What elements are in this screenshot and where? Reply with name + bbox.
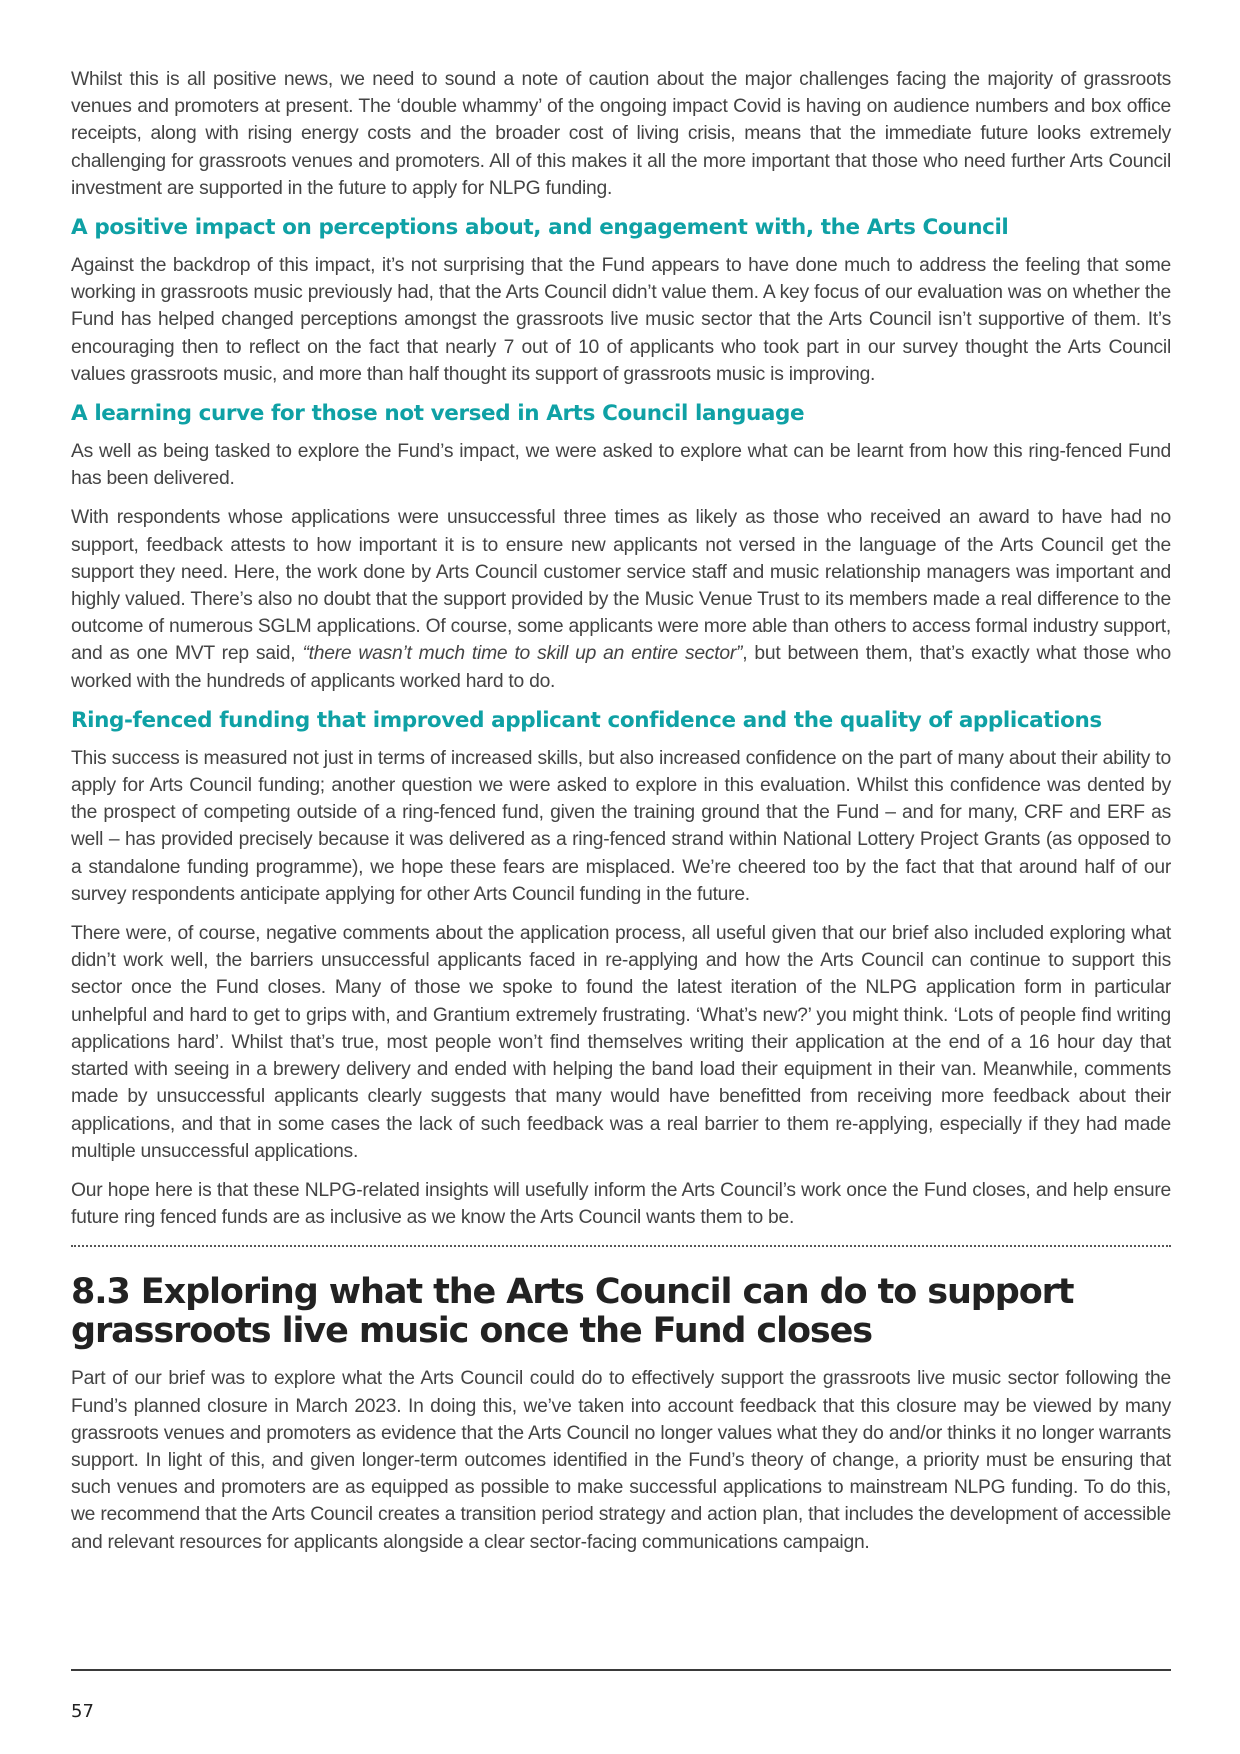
dotted-divider (71, 1245, 1171, 1247)
document-page (71, 66, 1171, 1568)
paragraph-learning-curve-1: As well as being tasked to explore the Fund’s impact, we were asked to explore what can be learnt from how this ring-fenced Fund has been delivered. (71, 441, 1171, 490)
paragraph-text: With respondents whose applications were unsuccessful three times as likely as those who received an award to have had no support, feedback attests to how important it is to ensure new applicants not versed in the language of the Arts Council get the support they need. Here, the work done by Arts Council customer service staff and music relationship managers was important and highly valued. There’s also no doubt that the support provided by the Music Venue Trust to its members made a real difference to the outcome of numerous SGLM applications. Of course, some applicants were more able than others to access formal industry support, and as one MVT rep said, (71, 507, 1171, 665)
section-8-3-title: 8.3 Exploring what the Arts Council can do to support grassroots live music once the Fund closes (71, 1272, 1074, 1352)
paragraph-ring-fenced-2: There were, of course, negative comments about the application process, all useful given that our brief also included exploring what didn’t work well, the barriers unsuccessful applicants faced in re-applying and how the Arts Council can continue to support this sector once the Fund closes. Many of those we spoke to found the latest iteration of the NLPG application form in particular unhelpful and hard to get to grips with, and Grantium extremely frustrating. ‘What’s new?’ you might think. ‘Lots of people find writing applications hard’. Whilst that’s true, most people won’t find themselves writing their application at the end of a 16 hour day that started with seeing in a brewery delivery and ended with helping the band load their equipment in their van. Meanwhile, comments made by unsuccessful applicants clearly suggests that many would have benefitted from receiving more feedback about their applications, and that in some cases the lack of such feedback was a real barrier to them re-applying, especially if they had made multiple unsuccessful applications. (71, 923, 1171, 1162)
paragraph-ring-fenced-1: This success is measured not just in terms of increased skills, but also increased confidence on the part of many about their ability to apply for Arts Council funding; another question we were asked to explore in this evaluation. Whilst this confidence was dented by the prospect of competing outside of a ring-fenced fund, given the training ground that the Fund – and for many, CRF and ERF as well – has provided precisely because it was delivered as a ring-fenced strand within National Lottery Project Grants (as opposed to a standalone funding programme), we hope these fears are misplaced. We’re cheered too by the fact that that around half of our survey respondents anticipate applying for other Arts Council funding in the future. (71, 747, 1171, 905)
intro-paragraph: Whilst this is all positive news, we need to sound a note of caution about the major challenges facing the majority of grassroots venues and promoters at present. The ‘double whammy’ of the ongoing impact Covid is having on audience numbers and box office receipts, along with rising energy costs and the broader cost of living crisis, means that the immediate future looks extremely challenging for grassroots venues and promoters. All of this makes it all the more important that those who need further Arts Council investment are supported in the future to apply for NLPG funding. (71, 69, 1171, 199)
paragraph-ring-fenced-3: Our hope here is that these NLPG-related insights will usefully inform the Arts Council’s work once the Fund closes, and help ensure future ring fenced funds are as inclusive as we know the Arts Council wants them to be. (71, 1179, 1171, 1229)
subheading-learning-curve: A learning curve for those not versed in Arts Council language (71, 401, 805, 427)
paragraph-learning-curve-2 (71, 504, 1171, 694)
subheading-positive-impact: A positive impact on perceptions about, and engagement with, the Arts Council (71, 215, 1009, 241)
paragraph-text: , but between them, that’s exactly what those who worked with the hundreds of applicants worked hard to do. (71, 643, 1171, 692)
paragraph-positive-impact: Against the backdrop of this impact, it’s not surprising that the Fund appears to have done much to address the feeling that some working in grassroots music previously had, that the Arts Council didn’t value them. A key focus of our evaluation was on whether the Fund has helped changed perceptions amongst the grassroots live music sector that the Arts Council isn’t supportive of them. It’s encouraging then to reflect on the fact that nearly 7 out of 10 of applicants who took part in our survey thought the Arts Council values grassroots music, and more than half thought its support of grassroots music is improving. (71, 255, 1171, 385)
subheading-ring-fenced-funding: Ring-fenced funding that improved applicant confidence and the quality of applications (71, 707, 1102, 733)
footer-divider (71, 1669, 1171, 1671)
mvt-rep-quote: “there wasn’t much time to skill up an entire sector” (302, 643, 743, 665)
section-8-3-paragraph: Part of our brief was to explore what the Arts Council could do to effectively support the grassroots live music sector following the Fund’s planned closure in March 2023. In doing this, we’ve taken into account feedback that this closure may be viewed by many grassroots venues and promoters as evidence that the Arts Council no longer values what they do and/or thinks it no longer warrants support. In light of this, and given longer-term outcomes identified in the Fund’s theory of change, a priority must be ensuring that such venues and promoters are as equipped as possible to make successful applications to mainstream NLPG funding. To do this, we recommend that the Arts Council creates a transition period strategy and action plan, that includes the development of accessible and relevant resources for applicants alongside a clear sector-facing communications campaign. (71, 1368, 1171, 1553)
page-number: 57 (71, 1701, 94, 1722)
